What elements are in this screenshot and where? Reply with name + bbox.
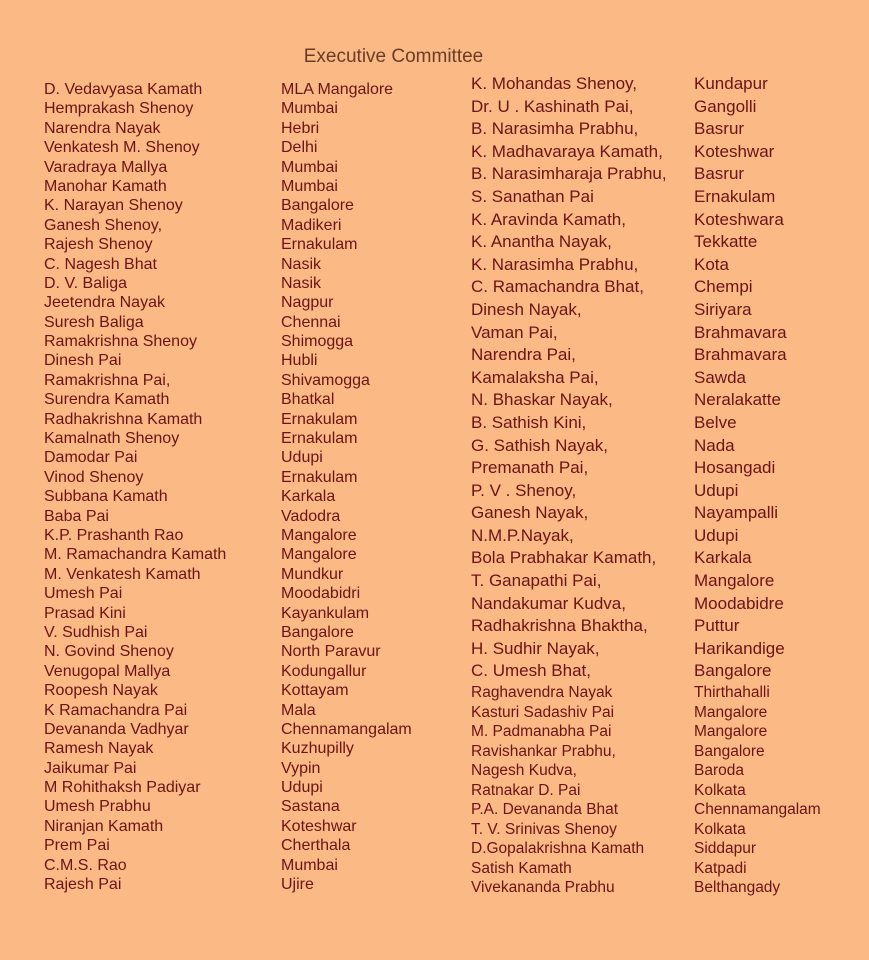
member-place: Thirthahalli	[694, 684, 770, 702]
member-place: Hebri	[281, 119, 320, 137]
member-place: Delhi	[281, 139, 318, 157]
member-name: N.M.P.Nayak,	[471, 525, 574, 545]
member-name: K Ramachandra Pai	[44, 701, 188, 719]
member-place: Moodabidre	[694, 593, 784, 613]
member-name: Rajesh Pai	[44, 876, 122, 894]
member-name: Dinesh Nayak,	[471, 299, 582, 319]
member-place: Chennai	[281, 313, 341, 331]
member-place: Bangalore	[694, 661, 772, 681]
member-name: Prasad Kini	[44, 604, 126, 622]
member-place: Kolkata	[694, 781, 746, 799]
member-place: Shimogga	[281, 333, 354, 351]
member-name: K. Anantha Nayak,	[471, 232, 612, 252]
member-place: Brahmavara	[694, 322, 787, 342]
member-place: Nasik	[281, 274, 322, 292]
member-name: Niranjan Kamath	[44, 817, 164, 835]
member-place: Bangalore	[281, 197, 354, 215]
member-place: Mangalore	[281, 546, 357, 564]
member-name: Suresh Baliga	[44, 313, 144, 331]
member-name: Ravishankar Prabhu,	[471, 742, 616, 760]
member-name: Surendra Kamath	[44, 391, 170, 409]
member-name: Ramakrishna Shenoy	[44, 333, 197, 351]
page-title: Executive Committee	[303, 46, 484, 67]
member-place: Ernakulam	[281, 430, 358, 448]
member-name: N. Govind Shenoy	[44, 643, 174, 661]
member-place: Kuzhupilly	[281, 740, 354, 758]
member-name: D. Vedavyasa Kamath	[44, 81, 203, 98]
member-name: Nandakumar Kudva,	[471, 593, 626, 613]
member-place: Koteshwara	[694, 209, 784, 229]
member-place: Ernakulam	[694, 186, 776, 206]
member-place: Bhatkal	[281, 391, 335, 409]
member-name: Dinesh Pai	[44, 352, 122, 370]
member-place: Basrur	[694, 164, 745, 184]
member-place: Sastana	[281, 798, 340, 816]
member-name: H. Sudhir Nayak,	[471, 638, 600, 658]
member-place: Kayankulam	[281, 604, 370, 622]
member-place: Udupi	[281, 779, 323, 797]
member-name: Nagesh Kudva,	[471, 762, 577, 780]
member-place: Vadodra	[281, 507, 341, 525]
member-name: Premanath Pai,	[471, 458, 589, 478]
member-name: Raghavendra Nayak	[471, 684, 613, 702]
member-name: Kamalnath Shenoy	[44, 430, 180, 448]
member-name: Subbana Kamath	[44, 488, 168, 506]
member-name: Narendra Nayak	[44, 119, 161, 137]
member-place: Mangalore	[694, 723, 768, 741]
member-place: Madikeri	[281, 216, 342, 234]
member-name: K. Narayan Shenoy	[44, 197, 183, 215]
member-place: Koteshwar	[281, 817, 357, 835]
member-place: Nagpur	[281, 294, 334, 312]
member-place: Hosangadi	[694, 458, 776, 478]
member-place: Basrur	[694, 119, 745, 139]
member-name: Rajesh Shenoy	[44, 236, 153, 254]
member-place: Kolkata	[694, 820, 746, 838]
member-place: Mumbai	[281, 100, 338, 118]
member-name: K. Madhavaraya Kamath,	[471, 141, 663, 161]
left-names-column	[44, 80, 226, 894]
member-name: Ganesh Shenoy,	[44, 216, 163, 234]
member-place: Gangolli	[694, 96, 757, 116]
member-name: Devananda Vadhyar	[44, 720, 189, 738]
member-place: Mangalore	[694, 703, 768, 721]
member-name: Venugopal Mallya	[44, 662, 171, 680]
member-place: Nada	[694, 435, 735, 455]
member-name: N. Bhaskar Nayak,	[471, 390, 613, 410]
member-name: Hemprakash Shenoy	[44, 100, 194, 118]
member-name: C. Ramachandra Bhat,	[471, 277, 644, 297]
member-place: Ujire	[281, 876, 314, 894]
left-places-column	[281, 80, 412, 894]
member-place: Udupi	[281, 449, 323, 467]
member-place: Katpadi	[694, 859, 747, 877]
member-name: Narendra Pai,	[471, 345, 576, 365]
member-name: C. Nagesh Bhat	[44, 255, 157, 273]
member-name: Umesh Pai	[44, 585, 123, 603]
member-place: Karkala	[281, 488, 336, 506]
member-place: Mumbai	[281, 177, 338, 195]
member-place: Mumbai	[281, 158, 338, 176]
member-name: T. V. Srinivas Shenoy	[471, 820, 617, 838]
member-name: Vivekananda Prabhu	[471, 879, 615, 897]
member-name: Dr. U . Kashinath Pai,	[471, 96, 634, 116]
member-place: Belthangady	[694, 879, 781, 897]
member-place: Ernakulam	[281, 468, 358, 486]
member-name: Umesh Prabhu	[44, 798, 151, 816]
member-name: Vinod Shenoy	[44, 468, 144, 486]
member-place: Mangalore	[694, 571, 775, 591]
member-name: B. Narasimha Prabhu,	[471, 119, 639, 139]
member-place: Kottayam	[281, 682, 349, 700]
member-place: Siriyara	[694, 299, 752, 319]
member-name: M. Venkatesh Kamath	[44, 565, 201, 583]
member-place: Belve	[694, 412, 737, 432]
member-place: Brahmavara	[694, 345, 787, 365]
member-name: Radhakrishna Kamath	[44, 410, 203, 428]
member-name: Kamalaksha Pai,	[471, 367, 599, 387]
member-name: Ganesh Nayak,	[471, 503, 589, 523]
member-name: Jaikumar Pai	[44, 759, 137, 777]
member-name: K. Aravinda Kamath,	[471, 209, 626, 229]
member-place: Moodabidri	[281, 585, 361, 603]
member-place: Tekkatte	[694, 232, 758, 252]
member-name: C.M.S. Rao	[44, 856, 127, 874]
member-name: B. Narasimharaja Prabhu,	[471, 164, 667, 184]
member-place: Mangalore	[281, 526, 357, 544]
member-place: Harikandige	[694, 638, 785, 658]
member-place: MLA Mangalore	[281, 81, 394, 98]
member-place: Puttur	[694, 616, 740, 636]
member-name: B. Sathish Kini,	[471, 412, 587, 432]
member-place: Baroda	[694, 762, 744, 780]
member-name: Manohar Kamath	[44, 177, 167, 195]
member-place: Koteshwar	[694, 141, 775, 161]
member-place: Ernakulam	[281, 410, 358, 428]
member-name: T. Ganapathi Pai,	[471, 571, 602, 591]
member-name: Ramakrishna Pai,	[44, 371, 171, 389]
member-name: D.Gopalakrishna Kamath	[471, 840, 645, 858]
member-place: Vypin	[281, 759, 321, 777]
member-place: Bangalore	[694, 742, 765, 760]
member-name: Kasturi Sadashiv Pai	[471, 703, 615, 721]
member-name: M Rohithaksh Padiyar	[44, 779, 201, 797]
member-place: Mumbai	[281, 856, 338, 874]
member-name: Venkatesh M. Shenoy	[44, 139, 200, 157]
member-name: G. Sathish Nayak,	[471, 435, 609, 455]
member-place: Chennamangalam	[281, 720, 412, 738]
member-place: Udupi	[694, 480, 739, 500]
member-name: P. V . Shenoy,	[471, 480, 577, 500]
member-name: Ratnakar D. Pai	[471, 781, 581, 799]
member-name: C. Umesh Bhat,	[471, 661, 591, 681]
member-name: K.P. Prashanth Rao	[44, 526, 184, 544]
member-name: K. Narasimha Prabhu,	[471, 254, 639, 274]
member-name: Satish Kamath	[471, 859, 572, 877]
member-place: Sawda	[694, 367, 746, 387]
member-place: Nayampalli	[694, 503, 779, 523]
right-names-column	[471, 73, 667, 898]
member-place: Chennamangalam	[694, 801, 821, 819]
member-place: Siddapur	[694, 840, 757, 858]
member-place: Cherthala	[281, 837, 351, 855]
member-name: Bola Prabhakar Kamath,	[471, 548, 657, 568]
member-name: Jeetendra Nayak	[44, 294, 165, 312]
member-place: Ernakulam	[281, 236, 358, 254]
member-place: Kodungallur	[281, 662, 367, 680]
member-place: Neralakatte	[694, 390, 781, 410]
member-name: M. Padmanabha Pai	[471, 723, 612, 741]
member-name: Ramesh Nayak	[44, 740, 154, 758]
member-place: Shivamogga	[281, 371, 370, 389]
member-place: Karkala	[694, 548, 752, 568]
member-name: P.A. Devananda Bhat	[471, 801, 619, 819]
member-place: Chempi	[694, 277, 753, 297]
member-name: Radhakrishna Bhaktha,	[471, 616, 648, 636]
member-name: S. Sanathan Pai	[471, 186, 594, 206]
member-place: Mala	[281, 701, 316, 719]
member-name: K. Mohandas Shenoy,	[471, 74, 638, 93]
member-place: Nasik	[281, 255, 322, 273]
member-place: Kota	[694, 254, 729, 274]
member-name: Vaman Pai,	[471, 322, 558, 342]
member-name: V. Sudhish Pai	[44, 623, 148, 641]
member-name: D. V. Baliga	[44, 274, 128, 292]
member-place: Mundkur	[281, 565, 344, 583]
member-name: Roopesh Nayak	[44, 682, 158, 700]
member-place: North Paravur	[281, 643, 381, 661]
member-name: Prem Pai	[44, 837, 110, 855]
member-place: Bangalore	[281, 623, 354, 641]
member-name: M. Ramachandra Kamath	[44, 546, 227, 564]
member-name: Varadraya Mallya	[44, 158, 168, 176]
member-name: Baba Pai	[44, 507, 109, 525]
member-name: Damodar Pai	[44, 449, 138, 467]
member-place: Udupi	[694, 525, 739, 545]
right-places-column	[694, 73, 821, 898]
member-place: Hubli	[281, 352, 318, 370]
member-place: Kundapur	[694, 74, 768, 93]
